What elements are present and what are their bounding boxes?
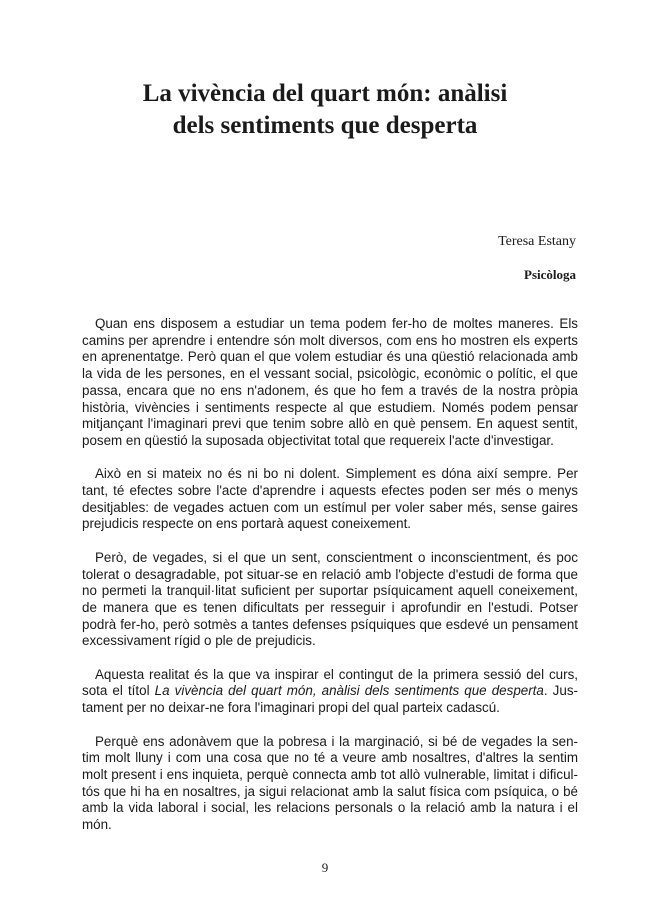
text-line	[82, 683, 578, 700]
text-line: excessivament rígid o ple de prejudicis.	[82, 633, 316, 649]
paragraph	[82, 667, 578, 717]
paragraph	[82, 316, 578, 450]
cited-title: La vivència del quart món, anàlisi dels sentiments que desperta	[154, 683, 544, 699]
text-line: desitjables: de vegades actuen com un estímul per voler saber més, sense gaires	[82, 499, 578, 515]
text-line: tant, té efectes sobre l'acte d'aprendre i aquests efectes poden ser més o menys	[82, 483, 578, 499]
text-line: món.	[82, 817, 112, 833]
paragraph	[82, 466, 578, 533]
text-line: tós que hi ha en nosaltres, ja sigui relacionat amb la salut física com psíquica, o bé	[82, 783, 578, 799]
text-segment: sota el títol	[82, 683, 155, 699]
text-line: Però, de vegades, si el que un sent, conscientment o inconscientment, és poc	[95, 549, 578, 565]
text-line: no permeti la tranquil·litat suficient per suportar psíquicament aquell coneixement,	[82, 583, 578, 599]
text-line: amb la vida laboral i social, les relacions personals o la relació amb la natura i el	[82, 800, 578, 816]
text-line: camins per aprendre i entendre són molt diversos, com ens ho mostren els experts	[82, 332, 578, 348]
paragraph	[82, 734, 578, 834]
text-line: Quan ens disposem a estudiar un tema podem fer-ho de moltes maneres. Els	[95, 316, 578, 331]
text-line: Això en si mateix no és ni bo ni dolent. Simplement es dóna així sempre. Per	[95, 466, 578, 482]
text-line: Aquesta realitat és la que va inspirar el contingut de la primera sessió del curs,	[95, 666, 578, 682]
text-line: tolerat o desagradable, pot situar-se en relació amb l'objecte d'estudi de forma que	[82, 566, 578, 582]
article-title	[0, 78, 650, 142]
text-line: Perquè ens adonàvem que la pobresa i la marginació, si bé de vegades la sen-	[95, 733, 578, 749]
text-line: tim molt lluny i com una cosa que no té a veure amb nosaltres, d'altres la sentim	[82, 750, 578, 766]
text-line: història, vivències i sentiments respecte al que estudiem. Només podem pensar	[82, 399, 578, 415]
text-line: la vida de les persones, en el vessant social, psicològic, econòmic o polític, el que	[82, 366, 578, 382]
paragraph	[82, 550, 578, 650]
text-segment: . Jus-	[543, 683, 578, 699]
text-line: posem en qüestió la suposada objectivitat total que requereix l'acte d'investigar.	[82, 432, 554, 448]
text-line: prejudicis respecte on ens portarà aquest coneixement.	[82, 516, 412, 532]
author-name: Teresa Estany	[498, 234, 576, 249]
text-line: tament per no deixar-ne fora l'imaginari propi del qual parteix cadascú.	[82, 700, 500, 716]
title-line: dels sentiments que desperta	[172, 112, 478, 139]
text-line: de manera que es tenen dificultats per resseguir i aprofundir en l'estudi. Potser	[82, 599, 578, 615]
title-line: La vivència del quart món: anàlisi	[142, 80, 508, 107]
author-role: Psicòloga	[524, 267, 576, 282]
text-line: en aprenentatge. Però quan el que volem estudiar és una qüestió relacionada amb	[82, 349, 578, 365]
page-number: 9	[321, 860, 329, 875]
article-body	[82, 316, 578, 850]
text-line: molt present i ens inquieta, perquè connecta amb tot allò vulnerable, limitat i dificul-	[82, 766, 578, 782]
text-line: podrà fer-ho, però sotmès a tantes defenses psíquiques que esdevé un pensament	[82, 616, 578, 632]
text-line: passa, encara que no ens n'adonem, és que ho fem a través de la nostra pròpia	[82, 382, 578, 398]
text-line: mitjançant l'imaginari previ que tenim sobre allò en què pensem. En aquest sentit,	[82, 416, 578, 432]
